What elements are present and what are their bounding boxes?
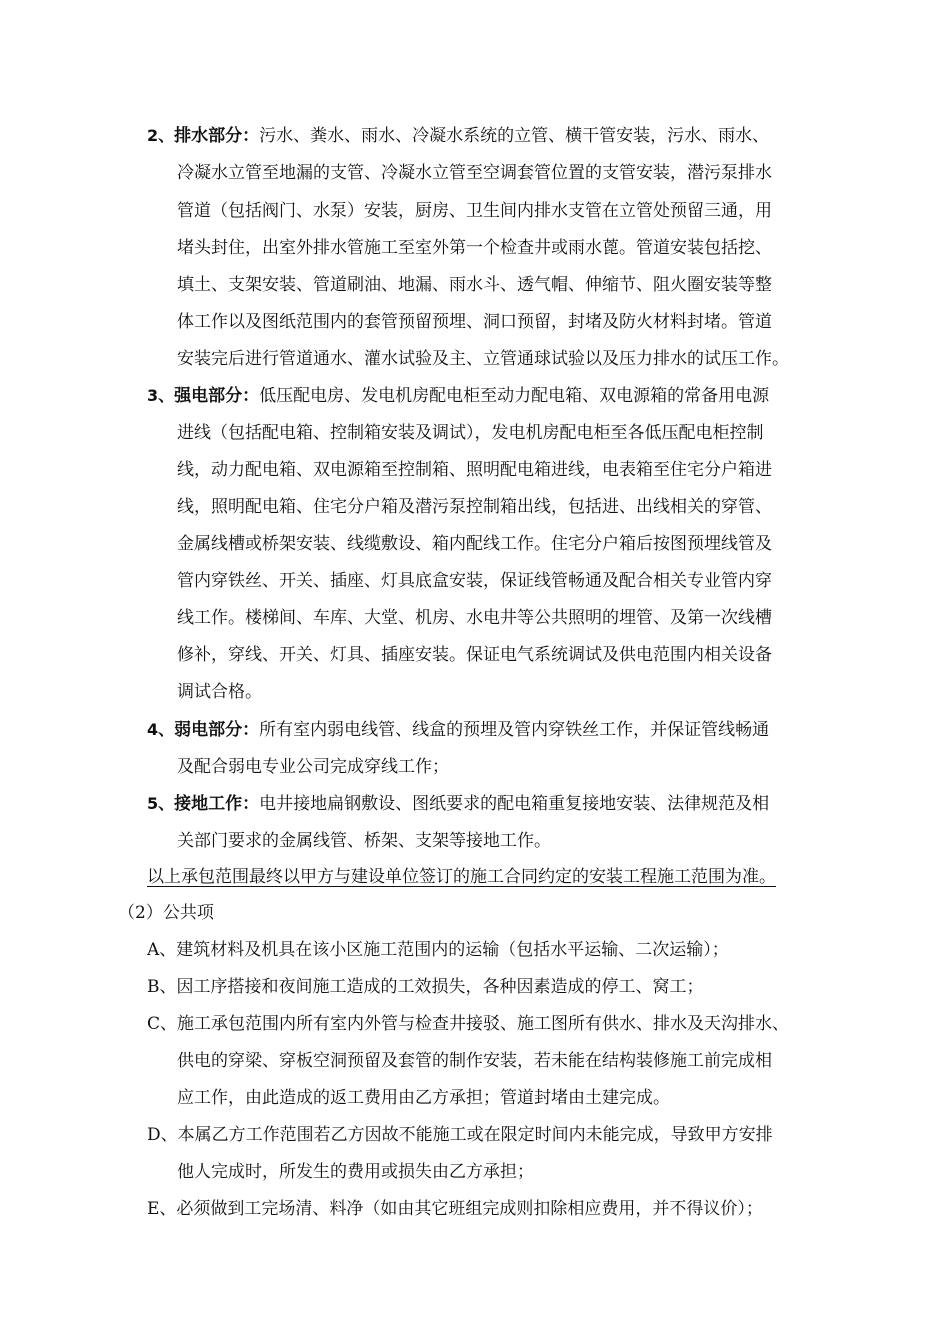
item-number: 2、 [147, 126, 175, 145]
item-heading: 排水部分： [174, 126, 260, 146]
item-text: 所有室内弱电线管、线盒的预埋及管内穿铁丝工作，并保证管线畅通 [259, 720, 770, 740]
item-2-line: 体工作以及图纸范围内的套管预留预埋、洞口预留，封堵及防火材料封堵。管道 [177, 312, 772, 332]
item-3-line: 调试合格。 [177, 682, 262, 702]
item-2-line: 冷凝水立管至地漏的支管、冷凝水立管至空调套管位置的支管安装，潜污泵排水 [177, 163, 772, 183]
common-item-e: E、必须做到工完场清、料净（如由其它班组完成则扣除相应费用，并不得议价）； [147, 1199, 763, 1219]
common-item-c-line: 应工作，由此造成的返工费用由乙方承担；管道封堵由土建完成。 [177, 1088, 670, 1108]
item-2-line: 堵头封住，出室外排水管施工至室外第一个检查井或雨水蓖。管道安装包括挖、 [177, 238, 772, 258]
item-2-line: 填土、支架安装、管道刷油、地漏、雨水斗、透气帽、伸缩节、阻火圈安装等整 [177, 275, 772, 295]
scope-note: 以上承包范围最终以甲方与建设单位签订的施工合同约定的安装工程施工范围为准。 [147, 867, 776, 887]
item-2-line: 安装完后进行管道通水、灌水试验及主、立管通球试验以及压力排水的试压工作。 [177, 349, 789, 369]
item-2-line: 管道（包括阀门、水泵）安装，厨房、卫生间内排水支管在立管处预留三通，用 [177, 201, 772, 221]
common-item-d-line: 他人完成时，所发生的费用或损失由乙方承担； [177, 1162, 534, 1182]
common-item-c-line: 供电的穿梁、穿板空洞预留及套管的制作安装，若未能在结构装修施工前完成相 [177, 1051, 772, 1071]
item-text: 电井接地扁钢敷设、图纸要求的配电箱重复接地安装、法律规范及相 [259, 794, 770, 814]
item-3-line: 线工作。楼梯间、车库、大堂、机房、水电井等公共照明的埋管、及第一次线槽 [177, 608, 772, 628]
item-heading: 强电部分： [174, 386, 260, 406]
item-number: 4、 [147, 720, 175, 739]
item-3-first-line [147, 384, 769, 408]
item-5-line: 关部门要求的金属线管、桥架、支架等接地工作。 [177, 831, 551, 851]
item-3-line: 金属线槽或桥架安装、线缆敷设、箱内配线工作。住宅分户箱后按图预埋线管及 [177, 534, 772, 554]
item-3-line: 管内穿铁丝、开关、插座、灯具底盒安装，保证线管畅通及配合相关专业管内穿 [177, 571, 772, 591]
item-heading: 弱电部分： [174, 720, 260, 740]
item-number: 5、 [147, 794, 175, 813]
item-4-line: 及配合弱电专业公司完成穿线工作； [177, 757, 449, 777]
item-text: 低压配电房、发电机房配电柜至动力配电箱、双电源箱的常备用电源 [259, 386, 770, 406]
item-3-line: 线，照明配电箱、住宅分户箱及潜污泵控制箱出线，包括进、出线相关的穿管、 [177, 497, 772, 517]
item-number: 3、 [147, 386, 175, 405]
item-3-line: 进线（包括配电箱、控制箱安装及调试），发电机房配电柜至各低压配电柜控制 [177, 423, 764, 443]
common-item-a: A、建筑材料及机具在该小区施工范围内的运输（包括水平运输、二次运输）； [147, 940, 729, 960]
common-item-d: D、本属乙方工作范围若乙方因故不能施工或在限定时间内未能完成，导致甲方安排 [147, 1125, 773, 1145]
item-4-first-line [147, 718, 769, 742]
item-5-first-line [147, 792, 769, 816]
common-section-title: （2）公共项 [118, 903, 214, 923]
item-3-line: 修补，穿线、开关、灯具、插座安装。保证电气系统调试及供电范围内相关设备 [177, 645, 772, 665]
item-text: 污水、粪水、雨水、冷凝水系统的立管、横干管安装，污水、雨水、 [259, 126, 770, 146]
common-item-c: C、施工承包范围内所有室内外管与检查井接驳、施工图所有供水、排水及天沟排水、 [147, 1014, 790, 1034]
item-3-line: 线，动力配电箱、双电源箱至控制箱、照明配电箱进线，电表箱至住宅分户箱进 [177, 460, 772, 480]
item-2-first-line [147, 124, 769, 148]
item-heading: 接地工作： [174, 794, 260, 814]
common-item-b: B、因工序搭接和夜间施工造成的工效损失，各种因素造成的停工、窝工； [147, 977, 704, 997]
